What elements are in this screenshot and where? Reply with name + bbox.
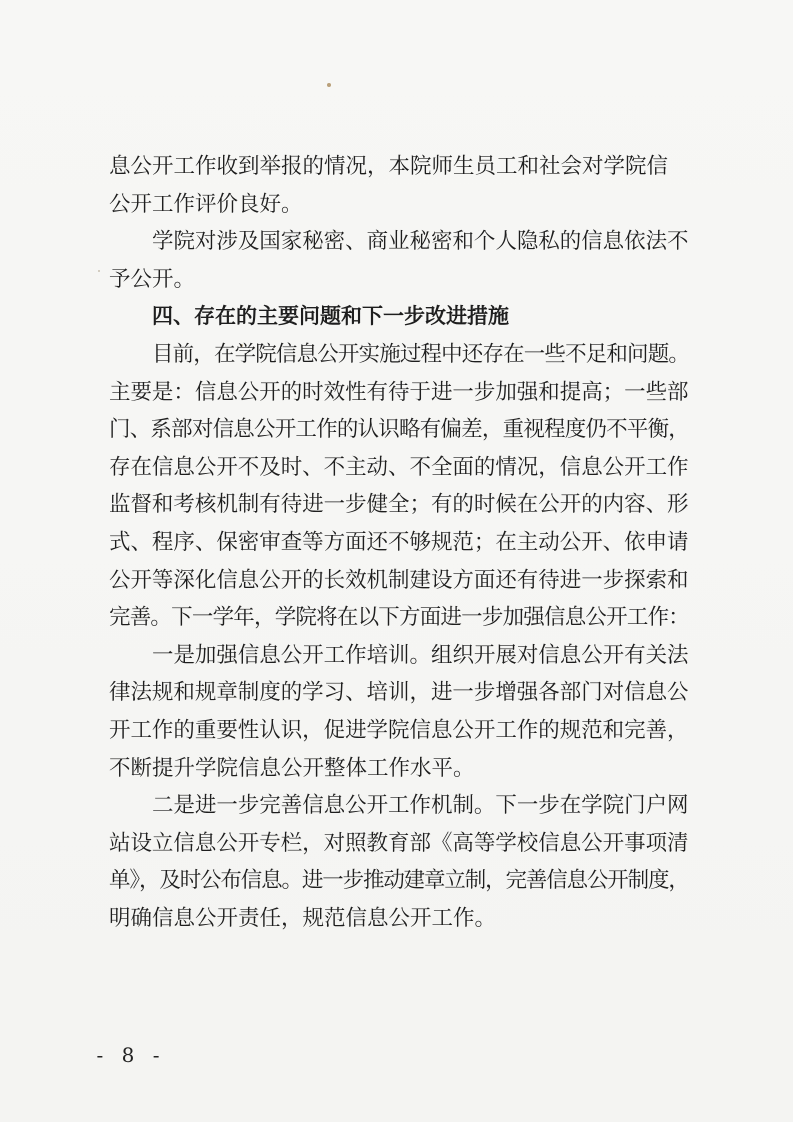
- paper-speck: [327, 83, 331, 87]
- paragraph-line: 明确信息公开责任，规范信息公开工作。: [109, 905, 497, 931]
- paper-speck: [98, 270, 100, 272]
- paragraph-line: 主要是：信息公开的时效性有待于进一步加强和提高；一些部: [109, 379, 689, 405]
- paragraph-line: 开工作的重要性认识，促进学院信息公开工作的规范和完善，: [109, 717, 689, 743]
- paragraph-line: 息公开工作收到举报的情况，本院师生员工和社会对学院信: [109, 154, 669, 179]
- paragraph-line: 一是加强信息公开工作培训。组织开展对信息公开有关法: [152, 642, 689, 668]
- paragraph-line: 完善。下一学年，学院将在以下方面进一步加强信息公开工作：: [109, 605, 689, 631]
- paragraph-line: 式、程序、保密审查等方面还不够规范；在主动公开、依申请: [109, 529, 689, 555]
- paragraph-line: 目前，在学院信息公开实施过程中还存在一些不足和问题。: [152, 341, 689, 367]
- paragraph-line: 律法规和规章制度的学习、培训，进一步增强各部门对信息公: [109, 680, 689, 706]
- paragraph-line: 站设立信息公开专栏，对照教育部《高等学校信息公开事项清: [109, 830, 689, 856]
- paragraph-line: 单》，及时公布信息。进一步推动建章立制，完善信息公开制度，: [109, 868, 689, 894]
- document-body: [109, 148, 689, 937]
- paragraph-line: 存在信息公开不及时、不主动、不全面的情况，信息公开工作: [109, 454, 689, 480]
- paragraph-line: 公开工作评价良好。: [109, 191, 303, 217]
- paragraph-line: 公开等深化信息公开的长效机制建设方面还有待进一步探索和: [109, 567, 689, 593]
- paragraph-line: 二是进一步完善信息公开工作机制。下一步在学院门户网: [152, 793, 689, 819]
- paragraph-line: 不断提升学院信息公开整体工作水平。: [109, 755, 475, 781]
- paragraph-line: 学院对涉及国家秘密、商业秘密和个人隐私的信息依法不: [152, 229, 689, 255]
- paragraph-line: 予公开。: [109, 266, 196, 292]
- paragraph-line: 门、系部对信息公开工作的认识略有偏差，重视程度仍不平衡，: [109, 417, 689, 443]
- page-number: - 8 -: [96, 1043, 166, 1067]
- section-heading: 四、存在的主要问题和下一步改进措施: [152, 304, 509, 329]
- paragraph-line: 监督和考核机制有待进一步健全；有的时候在公开的内容、形: [109, 492, 689, 518]
